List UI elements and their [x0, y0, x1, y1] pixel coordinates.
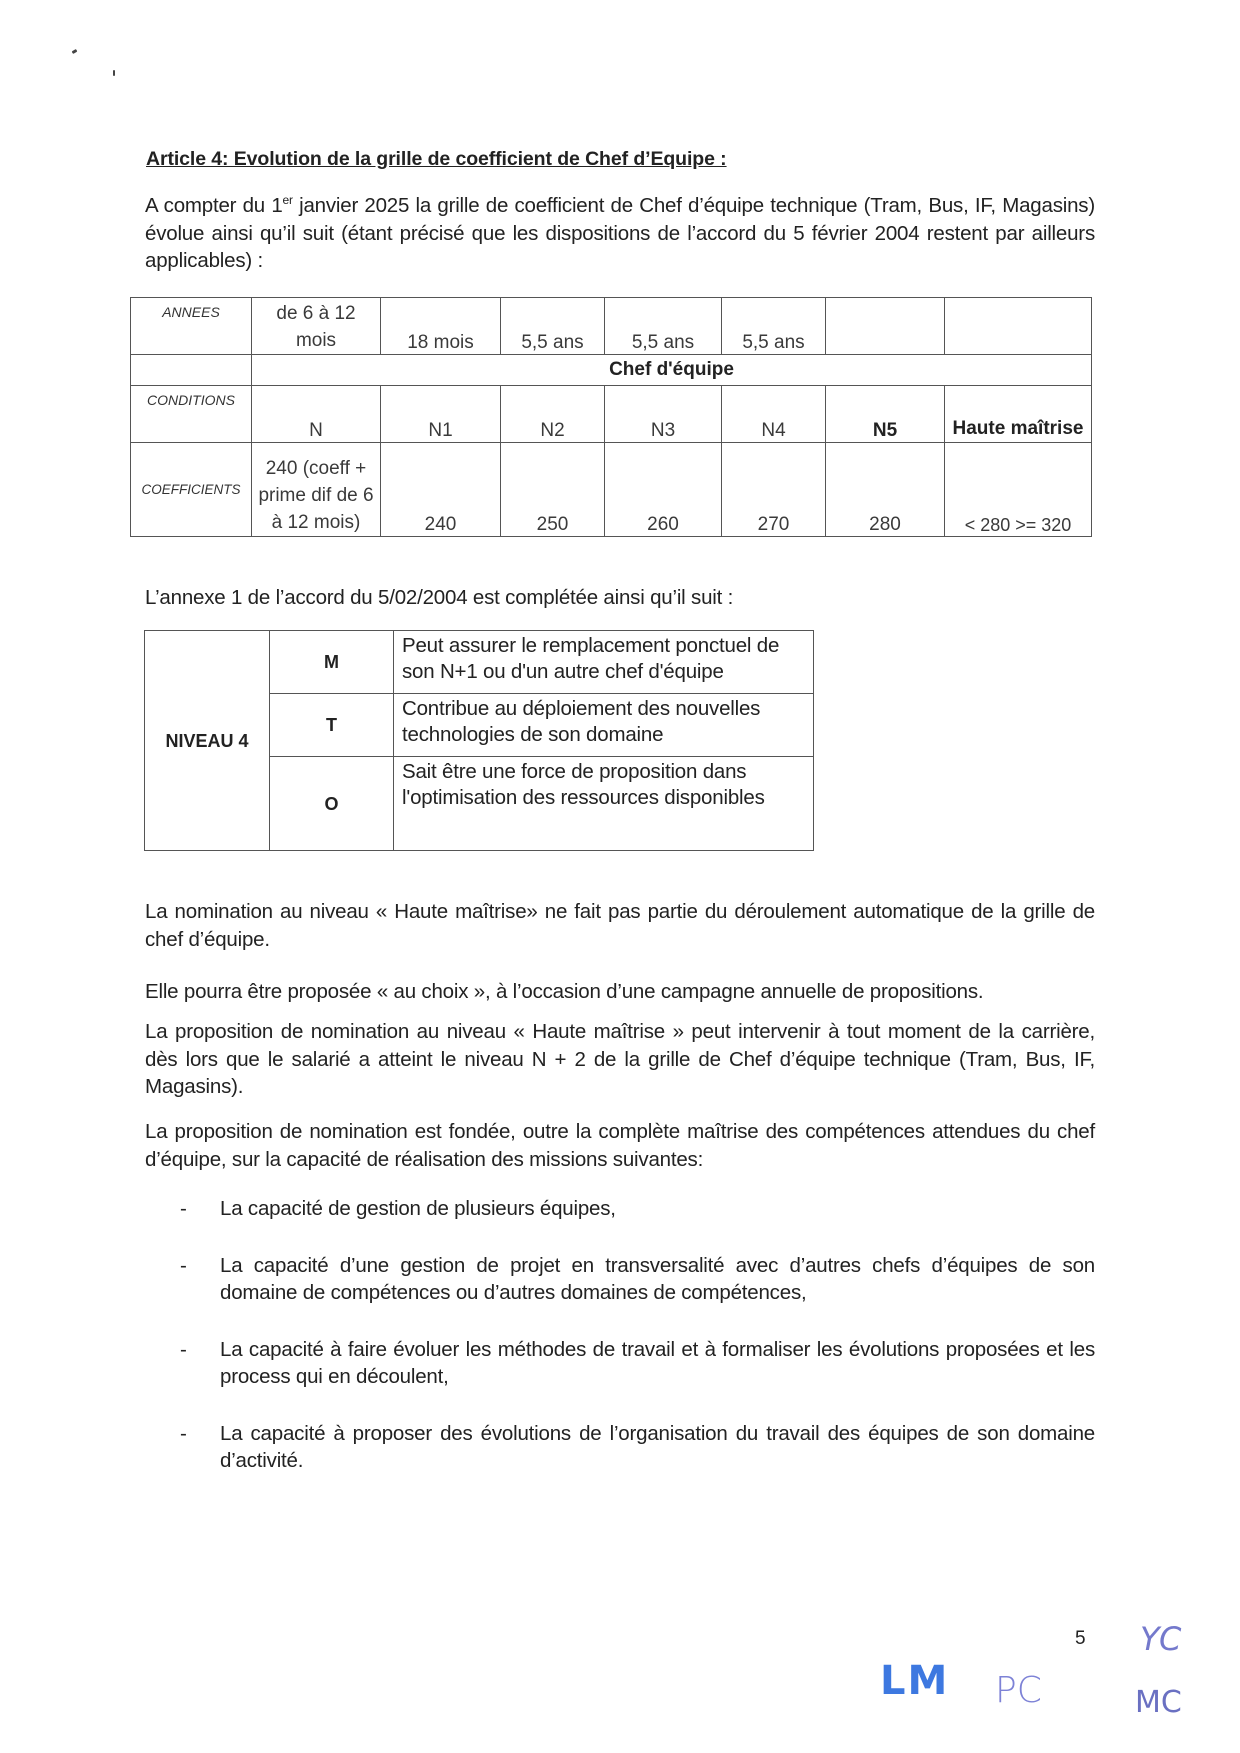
- cell-condition: N3: [605, 386, 722, 443]
- page-number: 5: [1075, 1628, 1086, 1649]
- scan-mark: [113, 70, 115, 76]
- competence-description: Peut assurer le remplacement ponctuel de son N+1 ou d'un autre chef d'équipe: [394, 631, 814, 694]
- bullet-dash: -: [180, 1197, 187, 1220]
- cell-condition: N5: [826, 386, 945, 443]
- competence-description: Contribue au déploiement des nouvelles technologies de son domaine: [394, 694, 814, 757]
- list-item: - La capacité à proposer des évolutions de l’organisation du travail des équipes de son domaine d’activité.: [180, 1421, 1095, 1472]
- handwritten-initials: MC: [1135, 1685, 1182, 1720]
- list-item: - La capacité d’une gestion de projet en transversalité avec d’autres chefs d’équipes de son domaine de compétences ou d’autres domaines de compétences,: [180, 1253, 1095, 1304]
- cell-coefficient: 260: [605, 443, 722, 537]
- niveau-row: [145, 631, 814, 694]
- row-group-header: [131, 355, 1092, 386]
- paragraph-choix: Elle pourra être proposée « au choix », à l’occasion d’une campagne annuelle de propositions.: [145, 980, 984, 1003]
- bullet-dash: -: [180, 1421, 187, 1445]
- group-header-chef-equipe: Chef d'équipe: [252, 355, 1092, 386]
- cell-annees: de 6 à 12 mois: [252, 298, 381, 355]
- annexe-intro: L’annexe 1 de l’accord du 5/02/2004 est complétée ainsi qu’il suit :: [145, 586, 734, 609]
- level-label: NIVEAU 4: [145, 631, 270, 851]
- bullet-dash: -: [180, 1337, 187, 1361]
- paragraph-proposition: La proposition de nomination au niveau « Haute maîtrise » peut intervenir à tout moment de la carrière, dès lors que le salarié a atteint le niveau N + 2 de la grille de Chef d’équipe technique (Tram, Bus, IF, Magasins).: [145, 1020, 1095, 1098]
- competence-code: M: [270, 631, 394, 694]
- cell-condition: Haute maîtrise: [945, 386, 1092, 443]
- handwritten-initials: PC: [995, 1670, 1042, 1711]
- row-conditions: [131, 386, 1092, 443]
- cell-annees: [945, 298, 1092, 355]
- missions-list: [145, 1195, 1095, 1504]
- cell-annees: [826, 298, 945, 355]
- competence-code: T: [270, 694, 394, 757]
- cell-annees: 5,5 ans: [501, 298, 605, 355]
- cell-coefficient: 280: [826, 443, 945, 537]
- handwritten-initials: LM: [880, 1658, 950, 1704]
- cell-annees: 18 mois: [381, 298, 501, 355]
- cell-coefficient: 240 (coeff + prime dif de 6 à 12 mois): [252, 443, 381, 537]
- empty-cell: [131, 355, 252, 386]
- handwritten-initials: YC: [1140, 1620, 1182, 1658]
- cell-condition: N2: [501, 386, 605, 443]
- competence-description: Sait être une force de proposition dans l'optimisation des ressources disponibles: [394, 757, 814, 851]
- scan-mark: [72, 49, 78, 54]
- row-label-coefficients: COEFFICIENTS: [131, 443, 252, 537]
- row-label-conditions: CONDITIONS: [131, 386, 252, 443]
- niveau-table: [144, 630, 814, 851]
- list-item: - La capacité de gestion de plusieurs équipes,: [145, 1195, 1095, 1223]
- article-heading: Article 4: Evolution de la grille de coefficient de Chef d’Equipe :: [146, 148, 727, 170]
- cell-coefficient: < 280 >= 320: [945, 443, 1092, 537]
- cell-condition: N4: [722, 386, 826, 443]
- row-label-annees: ANNEES: [131, 298, 252, 355]
- row-coefficients: [131, 443, 1092, 537]
- list-item: - La capacité à faire évoluer les méthodes de travail et à formaliser les évolutions proposées et les process qui en découlent,: [180, 1337, 1095, 1388]
- cell-annees: 5,5 ans: [605, 298, 722, 355]
- bullet-dash: -: [180, 1253, 187, 1277]
- cell-condition: N1: [381, 386, 501, 443]
- paragraph-nomination: La nomination au niveau « Haute maîtrise» ne fait pas partie du déroulement automatique de la grille de chef d’équipe.: [145, 900, 1095, 951]
- cell-annees: 5,5 ans: [722, 298, 826, 355]
- cell-coefficient: 250: [501, 443, 605, 537]
- article-intro: A compter du 1er janvier 2025 la grille de coefficient de Chef d’équipe technique (Tram, Bus, IF, Magasins) évolue ainsi qu’il suit (étant précisé que les dispositions de l’accord du 5 février 2004 restent par ailleurs applicables) :: [145, 193, 1095, 272]
- coefficient-grid-table: [130, 297, 1092, 537]
- cell-coefficient: 240: [381, 443, 501, 537]
- competence-code: O: [270, 757, 394, 851]
- cell-condition: N: [252, 386, 381, 443]
- paragraph-fondement: La proposition de nomination est fondée, outre la complète maîtrise des compétences attendues du chef d’équipe, sur la capacité de réalisation des missions suivantes:: [145, 1120, 1095, 1171]
- cell-coefficient: 270: [722, 443, 826, 537]
- row-annees: [131, 298, 1092, 355]
